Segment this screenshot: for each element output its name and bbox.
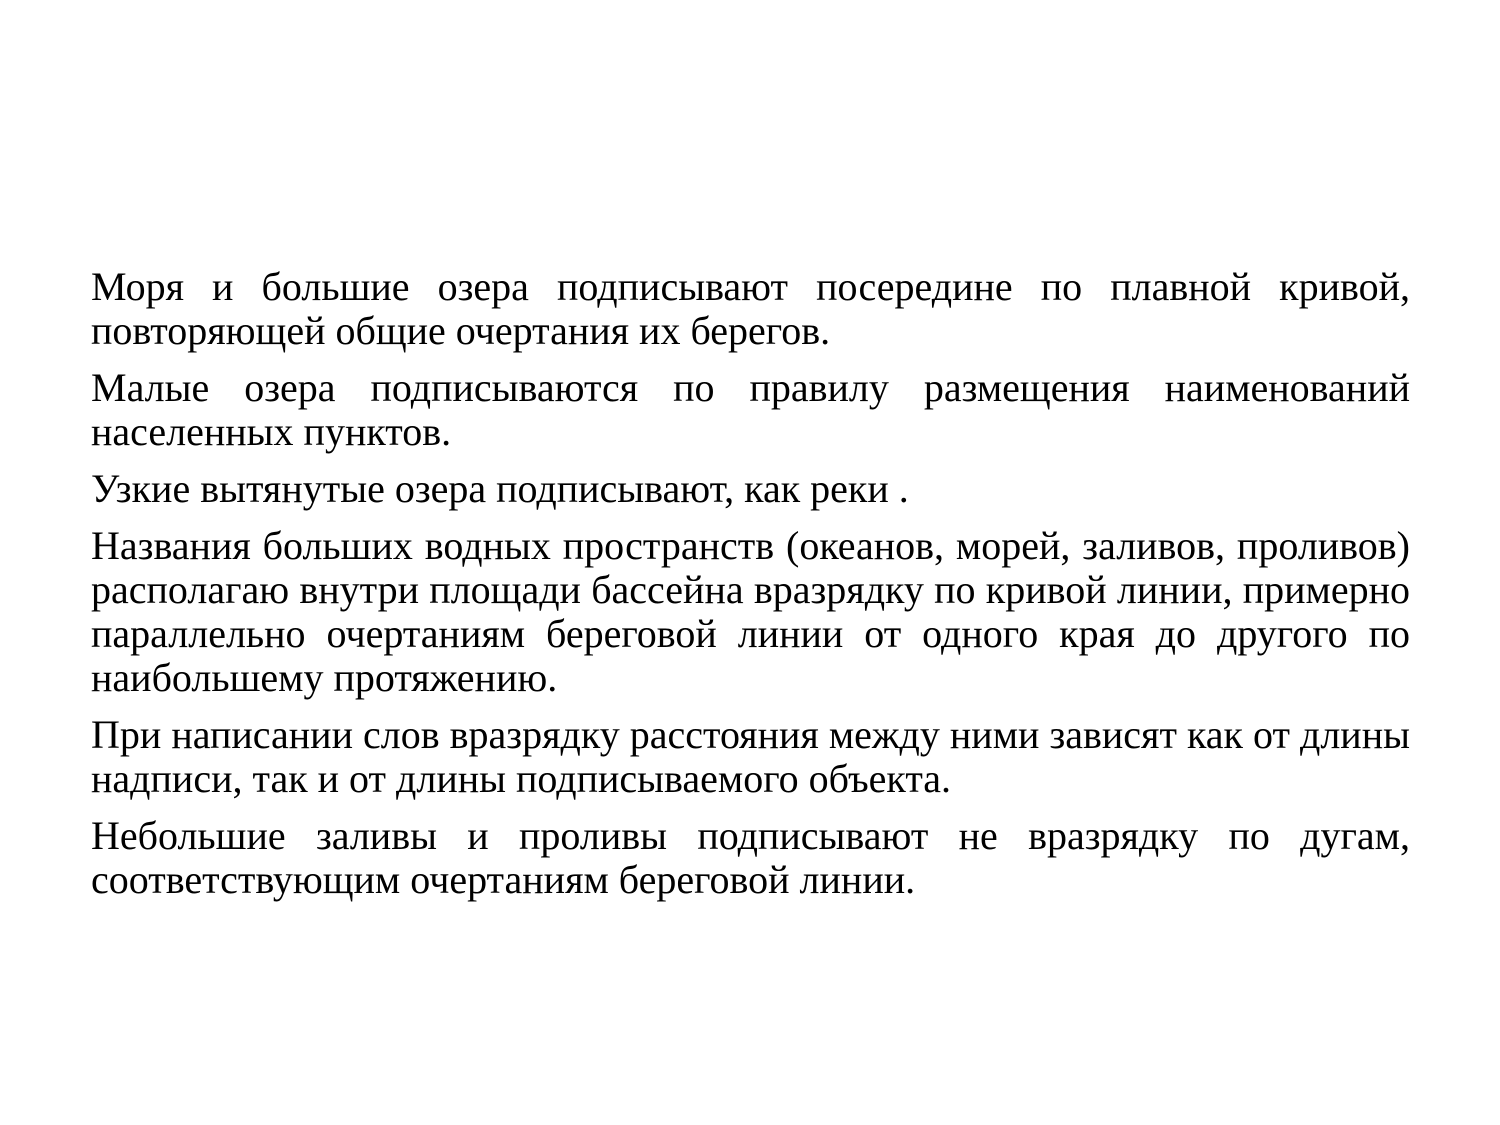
paragraph-seas-lakes: Моря и большие озера подписывают посередине по плавной кривой, повторяющей общие очертания их берегов. xyxy=(91,264,1410,353)
paragraph-small-lakes: Малые озера подписываются по правилу размещения наименований населенных пунктов. xyxy=(91,365,1410,454)
paragraph-large-water-bodies: Названия больших водных пространств (океанов, морей, заливов, проливов) располагаю внутри площади бассейна вразрядку по кривой линии, примерно параллельно очертаниям береговой линии от одного края до другого по наибольшему протяжению. xyxy=(91,523,1410,700)
paragraph-small-bays-straits: Небольшие заливы и проливы подписывают не вразрядку по дугам, соответствующим очертаниям береговой линии. xyxy=(91,813,1410,902)
paragraph-narrow-lakes: Узкие вытянутые озера подписывают, как реки . xyxy=(91,466,909,511)
body-text xyxy=(91,265,1410,915)
paragraph-spaced-writing: При написании слов вразрядку расстояния между ними зависят как от длины надписи, так и от длины подписываемого объекта. xyxy=(91,712,1410,801)
